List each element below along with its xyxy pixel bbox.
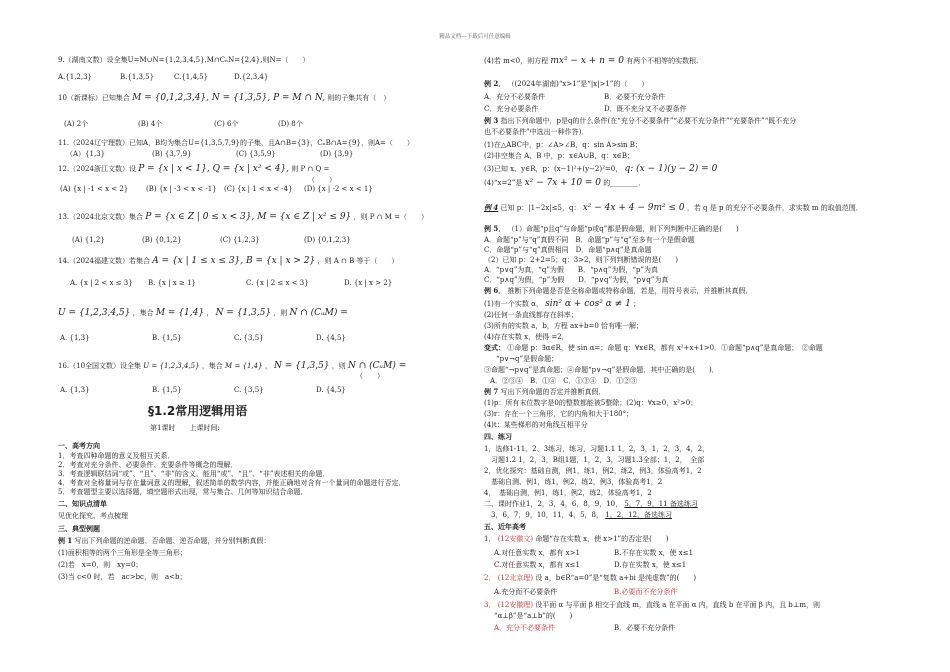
exam-direction-4: 4．考查对全称量词与存在量词意义的理解，叙述简单的数学内容，并能正确地对含有一个量词的命题进行否定． (58, 479, 406, 487)
q13-prefix: 13.（2024北京文数）集合 (58, 213, 143, 221)
example-3-text-2: 也不必要条件”中选出一种作答)． (484, 128, 589, 136)
exam-q3-option-a (494, 624, 555, 632)
exam-direction-2: 2．考查对充分条件、必要条件、充要条件等概念的理解． (58, 461, 238, 469)
variant-line: ①命题 p：∃α∈R，使 sin α=；命题 q：∀x∈R，都有 x²+x+1>0．①命题“p∧q”是真命题； ②命题 (507, 344, 823, 352)
exam-direction-3: 3．考查逻辑联结词“或”、“且”、“非”的含义，能用“或”、“且”、“非”表述相关的命题． (58, 470, 330, 478)
example-6-item-1 (484, 299, 640, 309)
q10-option-d: (D) 8个 (278, 120, 303, 128)
practice-line: 基础自测、例1，练1，例2，练2，例3，体验高考1，2 (484, 478, 663, 486)
heading-knowledge-list: 二、知识点清单 (58, 500, 107, 508)
example-2-option-b: B．必要不充分条件 (604, 93, 666, 101)
example-1-item-4 (484, 56, 698, 66)
example-6-label: 例 6． (484, 286, 506, 295)
q15-mid-3: ，则 (273, 309, 288, 317)
q15-option-b: B. {1,5} (152, 334, 182, 342)
item-4-suffix: 有两个不相等的实数根. (626, 57, 699, 65)
q16-math-1: U = {1,2,3,4,5} (143, 362, 200, 370)
variant (484, 344, 823, 352)
example-3-item: (1)在△ABC中，p：∠A>∠B，q：sin A>sin B； (484, 141, 642, 149)
q13-suffix: ，则 P ∩ M =（ ） (353, 213, 429, 221)
example-4-text: 已知 p：|1−2x|≤5，q： (500, 204, 581, 212)
q13-option-d: (D) {0,1,2,3} (304, 236, 351, 244)
q14-math: A = {x | 1 ≤ x ≤ 3}, B = {x | x > 2} (152, 256, 316, 266)
example-7-item: (3)r：存在一个三角形，它的内角和大于180°； (484, 410, 634, 418)
example-3-item-3 (484, 164, 717, 174)
q10-math: M = {0,1,2,3,4}, N = {1,3,5}, P = M ∩ N, (132, 93, 326, 103)
q15-option-d: D. {4,5} (316, 334, 346, 342)
example-1-item: (2)若 x=0，则 xy=0； (58, 561, 143, 569)
q15-option-a: A. {1,3} (60, 334, 90, 342)
practice-line: 4， 基础自测，例1，练1，例2，练2，体验高考1，2 (484, 489, 652, 497)
q12-option-c: (C) {x | 1 < x < -4} (224, 185, 293, 193)
q16-prefix: 16.（10全国文数）设全集 (58, 362, 142, 370)
practice-homework-2 (484, 511, 672, 519)
example-6-text: 推断下列命题是否是全称命题或特称命题，若是，用符号表示，并推断其真假． (507, 287, 753, 295)
q10-prefix: 10（新课标）已知集合 (58, 94, 130, 102)
example-4-math: x² − 4x + 4 − 9m² ≤ 0 (582, 203, 685, 213)
exam-q3-text: 设平面 α 与平面 β 相交于直线 m，直线 a 在平面 α 内，直线 b 在平面 β 内，且 b⊥m，则 (535, 601, 821, 609)
example-5-line: A．“p∨q”为真，“q”为假 B．“p∧q”为假，“p”为真 (484, 266, 658, 274)
exam-q1-option-a: A.对任意实数 x，都有 x>1 (494, 549, 580, 557)
example-7-item: (1)p：所有末位数字是0的整数都能被5整除；(2)q：∀x≥0，x²>0； (484, 399, 698, 407)
q15-math-3: N = {1,3,5} (215, 308, 272, 318)
q11-option-b: (B) {3,7,9} (152, 150, 192, 158)
question-14 (58, 256, 398, 266)
exam-q3-option-b: B．必要不充分条件 (614, 624, 676, 632)
practice-line: 2，优化探究：基础自测，例1，练1，例2，练2，例3，体验高考1，2 (484, 467, 702, 475)
q15-mid-1: ，集合 (132, 309, 154, 317)
item-1-math: sin² α + cos² α ≠ 1 (545, 299, 631, 309)
q10-option-c: (C) 6个 (214, 120, 239, 128)
practice-line: 习题1.2 1，2，3，B组1题，1，2，3，习题1.3全部；1，2， 全部 (484, 456, 705, 464)
q9-option-a: A.{1,2,3} (58, 73, 92, 81)
homework-prefix: 3，6，7，9，10，11，4，5，8， (484, 511, 603, 519)
exam-q2-option-b (614, 588, 677, 596)
example-7-label: 例 7 (484, 387, 499, 396)
item-3-prefix: (3)已知 x、y∈R，p：(x−1)²+(y−2)²=0， (484, 165, 623, 173)
q14-suffix: ，则 A ∩ B 等于（ ） (317, 257, 399, 265)
q13-option-c: (C) {1,2,3} (220, 236, 260, 244)
example-2-option-c: C．充分必要条件 (484, 105, 539, 113)
exam-q2-source: (12北京理) (497, 574, 534, 582)
exam-question-1 (484, 535, 669, 543)
q16-math-4: N ∩ (CᵤM) = (348, 361, 407, 371)
q16-option-c: C. {3,5} (234, 386, 264, 394)
q12-suffix: 则 P ∩ Q = (291, 165, 330, 173)
item-4-math: x² − 7x + 10 = 0 (524, 178, 602, 188)
q12-option-a: (A) {x | -1 < x < 2} (60, 185, 129, 193)
exam-q3-number: 3． (484, 601, 496, 609)
example-1-item: (3)当 c<0 时，若 ac>bc，则 a<b； (58, 573, 187, 581)
q9-option-c: C.{1,4,5} (174, 73, 209, 81)
q9-option-b: B.{1,3,5} (120, 73, 155, 81)
homework-prefix: 二、课时作业1，2，3，4，6，8，9，10， (484, 500, 623, 508)
exam-q2-option-b-text: B.必要而不充分条件 (614, 588, 678, 596)
exam-q1-option-d: D.存在实数 x，使 x≤1 (614, 561, 687, 569)
question-11: 11.（2024辽宁理数）已知A，B均为集合U={1,3,5,7,9}的子集，且A∩B={3}，CₙB∩A={9}，则A=（ ） (58, 139, 414, 147)
q16-math-2: M = {1,4} (225, 362, 263, 370)
example-3 (484, 117, 796, 125)
example-5-line: A．命题“p”与“q”真假不同 B．命题“p”与“q”至多有一个是假命题 (484, 236, 695, 244)
q13-option-a: (A) {1,2} (72, 236, 105, 244)
item-4-math: mx² − x + n = 0 (550, 56, 624, 66)
q15-math-1: U = {1,2,3,4,5} (58, 308, 131, 318)
q9-option-d: D.{2,3,4} (234, 73, 269, 81)
example-1 (58, 537, 271, 545)
q12-math: P = {x | x < 1}, Q = {x | x² < 4}, (138, 164, 290, 174)
exam-q2-option-a: A.充分而不必要条件 (494, 588, 558, 596)
q13-math: P = {x ∈ Z | 0 ≤ x < 3}, M = {x ∈ Z | x² ≤ 9} (145, 212, 352, 222)
example-1-text: 写出下列命题的逆命题、否命题、逆否命题，并分别判断真假： (74, 537, 271, 545)
practice-homework (484, 500, 698, 508)
example-3-text: 指出下列命题中，p是q的什么条件(在“充分不必要条件”“必要不充分条件”“充要条件”“既不充分 (500, 117, 797, 125)
example-2-option-d: D．既不充分又不必要条件 (604, 105, 687, 113)
q16-mid-2: ， (264, 362, 272, 370)
example-5-line: C．命题“p”与“q”真假相同 D．命题“p∧q”是真命题 (484, 246, 652, 254)
example-4 (484, 203, 863, 213)
example-7 (484, 388, 606, 396)
question-15 (58, 308, 348, 318)
q10-suffix: 则的子集共有（ ） (327, 94, 391, 102)
example-4-suffix: ，若 q 是 p 的充分不必要条件，求实数 m 的取值范围． (686, 204, 863, 212)
heading-recent-exams: 五、近年高考 (484, 523, 526, 531)
q12-paren: （ ） (308, 176, 336, 184)
q13-option-b: (B) {0,1,2} (142, 236, 182, 244)
example-5 (484, 225, 739, 233)
q14-option-c: C. {x | 2 ≤ x < 3} (246, 279, 309, 287)
question-10 (58, 93, 390, 103)
exam-q3-option-a-text: A．充分不必要条件 (494, 624, 556, 632)
q15-option-c: C. {3,5} (234, 334, 264, 342)
variant-line: A．②③④ B．①④ C．①③④ D．①②③ (490, 377, 638, 385)
q14-prefix: 14.（2024福建文数）若集合 (58, 257, 150, 265)
example-2-text: （(2024年湖南)“x>1”是“|x|>1”的（ ） (507, 80, 649, 88)
example-6-item: (2)任何一条直线都存在斜率； (484, 311, 578, 319)
item-3-math: q: (x − 1)(y − 2) = 0 (624, 164, 718, 174)
section-title: §1.2常用逻辑用语 (148, 404, 248, 418)
heading-practice: 四、练习 (484, 433, 512, 441)
item-4-prefix: (4)“x=2”是 (484, 179, 523, 187)
q10-option-b: (B) 4个 (138, 120, 163, 128)
exam-q1-text: 命题“存在实数 x，使 x>1”的否定是( ) (535, 535, 669, 543)
q15-math-4: N ∩ (CᵤM) = (289, 308, 348, 318)
example-3-label: 例 3 (484, 116, 499, 125)
exam-question-3 (484, 601, 820, 609)
question-12 (58, 164, 329, 174)
exam-q1-option-c: C.对任意实数 x，都有 x≤1 (494, 561, 580, 569)
question-16 (58, 361, 406, 371)
q15-mid-2: ， (206, 309, 214, 317)
heading-examples: 三、典型例题 (58, 525, 100, 533)
q12-prefix: 12.（2024浙江文数）设 (58, 165, 136, 173)
item-4-prefix: (4)若 m<0，则方程 (484, 57, 549, 65)
homework-underlined: 1，2，12，备选练习 (605, 511, 673, 519)
exam-question-2 (484, 574, 696, 582)
q16-option-a: A. {1,3} (60, 386, 90, 394)
knowledge-list-text: 见优化探究、考点梳理 (58, 512, 128, 520)
example-1-item: (1)面积相等的两个三角形是全等三角形； (58, 549, 187, 557)
q15-math-2: M = {1,4} (155, 308, 205, 318)
variant-line: ③命题“¬p∨q”是真命题；④命题“p∨¬q”是假命题．其中正确的是( )． (484, 366, 719, 374)
example-2-option-a: A．充分不必要条件 (484, 93, 546, 101)
q12-option-d: (D) {x | -2 < x < 1} (304, 185, 373, 193)
q12-option-b: (B) {x | -3 < x < -1} (146, 185, 217, 193)
example-6-item: (3)所有的实数 a，b，方程 ax+b=0 恰有唯一解； (484, 322, 644, 330)
q14-option-d: D. {x | x > 2} (344, 279, 393, 287)
q16-option-b: B. {1,5} (152, 386, 182, 394)
q14-option-b: B. {x | x ≥ 1} (148, 279, 196, 287)
example-2 (484, 80, 648, 88)
q11-option-a: （A）{1,3} (66, 150, 106, 158)
exam-direction-1: 1．考查四种命题的意义及相互关系． (58, 452, 175, 460)
example-3-item-4 (484, 178, 645, 188)
example-5-line: （1）命题“p且q”与命题“p或q”都是假命题，则下列判断中正确的是( ) (507, 225, 739, 233)
item-1-suffix: ； (633, 300, 641, 308)
q14-option-a: A. {x | 2 < x ≤ 3} (70, 279, 133, 287)
q16-math-3: N = {1,3,5} (274, 361, 330, 371)
example-5-line: （2）已知 p：2+2=5；q：3>2，则下列判断错误的是( ) (484, 256, 678, 264)
exam-q2-number: 2． (484, 574, 496, 582)
heading-exam-direction: 一、高考方向 (58, 442, 100, 450)
exam-q2-text: 设 a，b∈R“a=0”是“复数 a+bi 是纯虚数”的( ) (535, 574, 697, 582)
example-2-label: 例 2． (484, 79, 506, 88)
q16-option-d: D. {4,5} (316, 386, 346, 394)
item-4-suffix: 的________． (603, 179, 646, 187)
example-1-label: 例 1 (58, 536, 73, 545)
q16-mid-1: ，集合 (201, 362, 223, 370)
practice-line: 1，选修1-11、2、3练习，练习，习题1.1 1，2，3，1，2，3，4，2， (484, 445, 710, 453)
q11-option-d: (D) {3,9} (320, 150, 354, 158)
example-3-item: (2)非空集合 A、B 中，p：x∈A∪B，q：x∈B； (484, 152, 634, 160)
example-5-label: 例 5． (484, 224, 506, 233)
example-7-item: (4)t：某些梯形的对角线互相平分 (484, 421, 588, 429)
question-9: 9.（湖南文数）设全集U=M∪N={1,2,3,4,5},M∩CₙN={2,4},则N=（ ） (58, 56, 310, 64)
q11-option-c: (C) {3,5,9} (236, 150, 276, 158)
q10-option-a: (A) 2个 (64, 120, 89, 128)
variant-label: 变式： (484, 343, 505, 352)
lesson-time: 第1课时 上课时间: (150, 424, 220, 432)
question-13 (58, 212, 428, 222)
example-7-text: 写出下列命题的否定并推断真假． (500, 388, 606, 396)
exam-q1-option-b: B.不存在实数 x，使 x≤1 (614, 549, 694, 557)
item-1-prefix: (1)有一个实数 α， (484, 300, 543, 308)
q16-paren: （ ） (356, 372, 384, 380)
exam-q3-source: (12安徽理) (497, 601, 534, 609)
exam-q1-source: (12安徽文) (497, 535, 534, 543)
exam-q3-text-2: “α⊥β”是“a⊥b”的( ) (494, 612, 573, 620)
exam-q1-number: 1． (484, 535, 496, 543)
example-6 (484, 287, 753, 295)
page-header: 精品文档---下载后可任意编辑 (439, 34, 511, 40)
example-4-label: 例 4 (484, 203, 499, 212)
homework-underlined: 5，7，9，11 备选练习 (624, 500, 698, 508)
q16-mid-3: ，则 (331, 362, 346, 370)
example-5-line: C．“p∧q”为假，“p”为假 D．“p∨q”为假，“p∨q”为真 (484, 276, 669, 284)
variant-line: “p∨¬q”是假命题； (496, 355, 559, 363)
example-6-item: (4)存在实数 x，使得 =2． (484, 333, 569, 341)
exam-direction-5: 5．考查题型主要以选择题，填空题形式出现，常与集合、几何等知识结合命题． (58, 488, 308, 496)
